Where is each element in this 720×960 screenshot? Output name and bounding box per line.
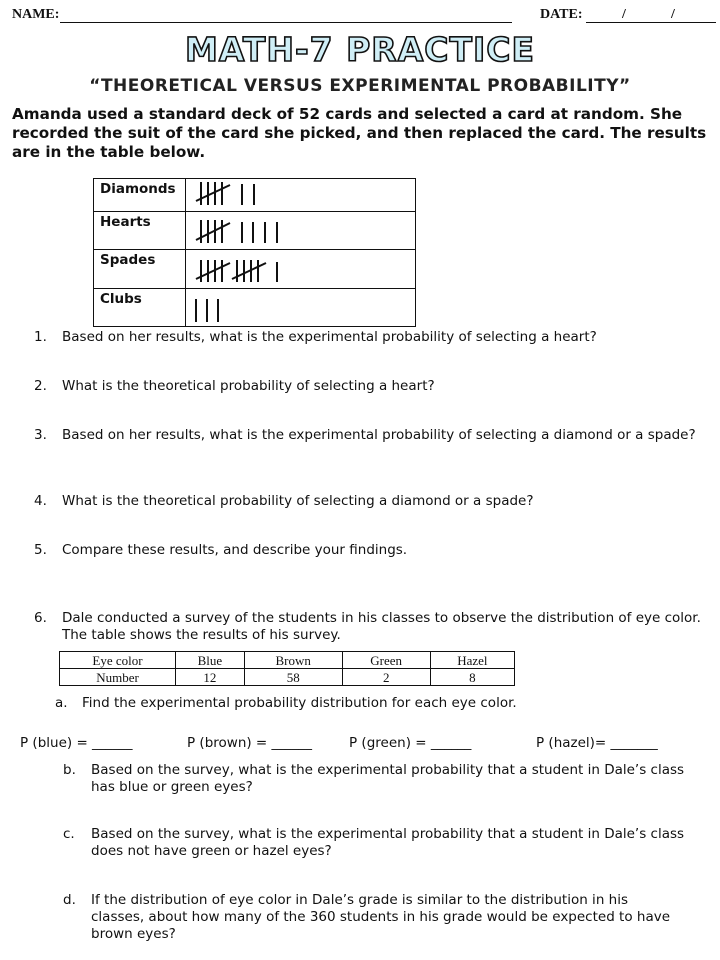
date-label: DATE:: [540, 7, 583, 22]
name-field-line[interactable]: [60, 22, 512, 23]
prob-blank-blue[interactable]: P (blue) = ______: [20, 735, 133, 751]
question-text: Based on her results, what is the experimental probability of selecting a heart?: [62, 329, 597, 345]
question-number: 2.: [34, 378, 47, 394]
page-subtitle: “THEORETICAL VERSUS EXPERIMENTAL PROBABILITY”: [89, 76, 631, 96]
table-row: [94, 179, 416, 212]
question-text: Dale conducted a survey of the students in his classes to observe the distribution of eye color. The table shows the results of his survey.: [62, 610, 701, 643]
eye-color-table: [59, 651, 515, 686]
question-text: Based on her results, what is the experimental probability of selecting a diamond or a spade?: [62, 427, 696, 443]
tally-marks-spades: [186, 250, 415, 284]
table-cell: 2: [342, 669, 430, 686]
table-row: [60, 669, 515, 686]
tally-marks-hearts: [186, 212, 415, 245]
prob-blank-brown[interactable]: P (brown) = ______: [187, 735, 313, 751]
table-cell: 12: [176, 669, 245, 686]
page-title: MATH-7 PRACTICE: [185, 30, 535, 69]
sub-question-text: If the distribution of eye color in Dale’s grade is similar to the distribution in his classes, about how many of the 360 students in his grade would be expected to have brown eyes?: [91, 892, 671, 942]
sub-question-text: Based on the survey, what is the experimental probability that a student in Dale’s class has blue or green eyes?: [91, 762, 685, 795]
table-header-cell: Brown: [244, 652, 342, 669]
tally-marks: [186, 179, 416, 212]
question-number: 6.: [34, 610, 47, 626]
table-cell: 8: [430, 669, 514, 686]
table-header-cell: Green: [342, 652, 430, 669]
table-row: [94, 212, 416, 250]
tally-marks: [186, 289, 416, 327]
date-separator: /: [671, 7, 675, 22]
date-separator: /: [622, 7, 626, 22]
question-number: 4.: [34, 493, 47, 509]
suit-label: Diamonds: [94, 179, 186, 212]
prob-blank-hazel[interactable]: P (hazel)= _______: [536, 735, 658, 751]
tally-marks-diamonds: [186, 179, 415, 207]
date-field-line[interactable]: [586, 22, 716, 23]
prob-blank-green[interactable]: P (green) = ______: [349, 735, 472, 751]
intro-paragraph: Amanda used a standard deck of 52 cards and selected a card at random. She recorded the suit of the card she picked, and then replaced the card. The results are in the table below.: [12, 105, 707, 161]
table-cell: 58: [244, 669, 342, 686]
question-text: What is the theoretical probability of selecting a diamond or a spade?: [62, 493, 534, 509]
suit-label: Clubs: [94, 289, 186, 327]
table-cell: Number: [60, 669, 176, 686]
table-header-cell: Hazel: [430, 652, 514, 669]
table-row: [94, 289, 416, 327]
table-header-row: [60, 652, 515, 669]
tally-marks-clubs: [186, 289, 415, 322]
tally-marks: [186, 212, 416, 250]
sub-question-letter: b.: [63, 762, 76, 778]
table-header-cell: Blue: [176, 652, 245, 669]
tally-marks: [186, 250, 416, 289]
question-number: 5.: [34, 542, 47, 558]
suit-label: Hearts: [94, 212, 186, 250]
tally-table: [93, 178, 416, 327]
sub-question-text: Find the experimental probability distribution for each eye color.: [82, 695, 517, 711]
question-number: 3.: [34, 427, 47, 443]
question-number: 1.: [34, 329, 47, 345]
question-text: Compare these results, and describe your findings.: [62, 542, 408, 558]
table-row: [94, 250, 416, 289]
sub-question-letter: c.: [63, 826, 75, 842]
suit-label: Spades: [94, 250, 186, 289]
table-header-cell: Eye color: [60, 652, 176, 669]
name-label: NAME:: [12, 7, 60, 22]
sub-question-text: Based on the survey, what is the experimental probability that a student in Dale’s class does not have green or hazel eyes?: [91, 826, 685, 859]
sub-question-letter: d.: [63, 892, 76, 908]
sub-question-letter: a.: [55, 695, 68, 711]
question-text: What is the theoretical probability of selecting a heart?: [62, 378, 435, 394]
